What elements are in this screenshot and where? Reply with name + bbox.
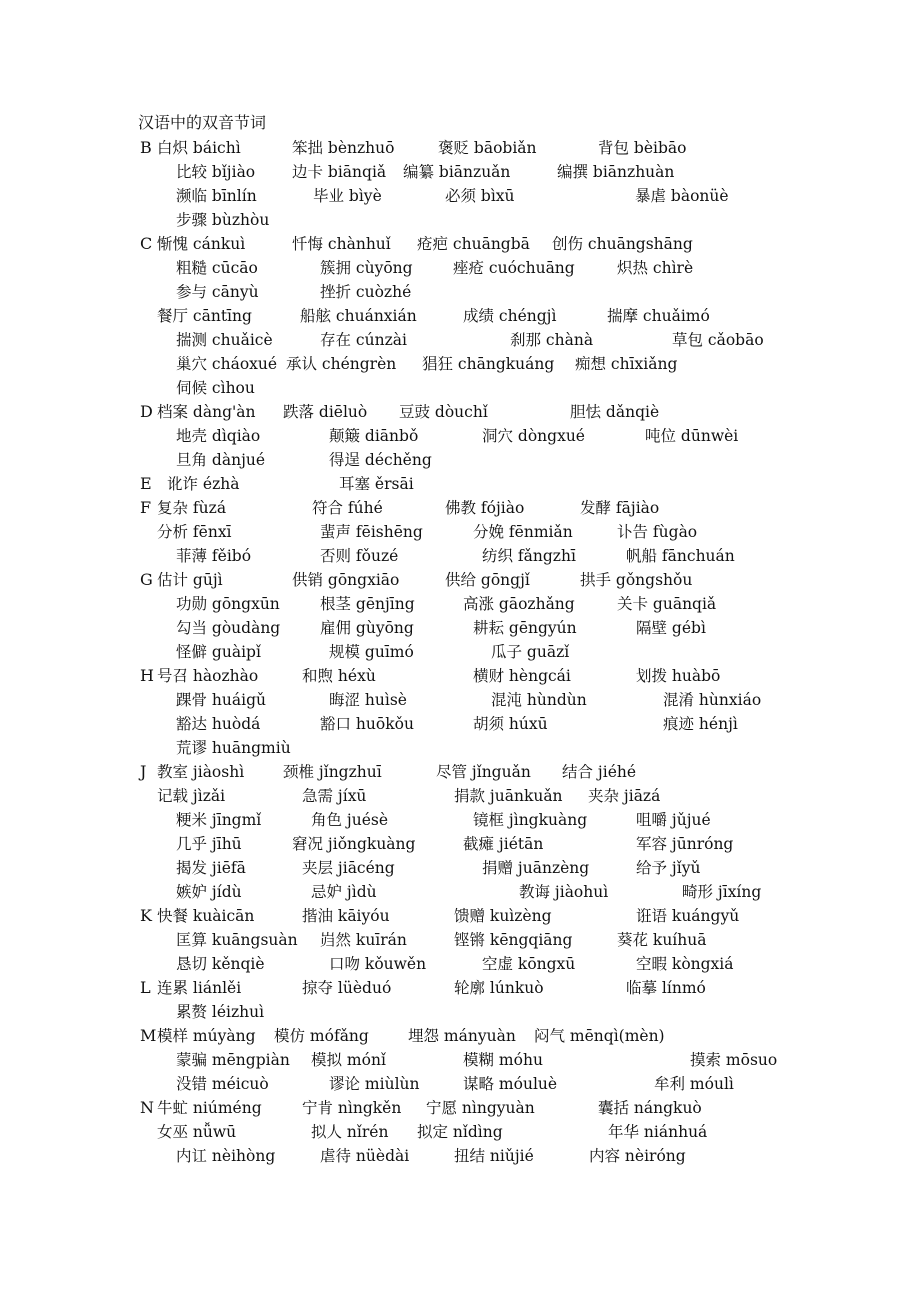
word-entry: 教室 jiàoshì bbox=[157, 763, 245, 781]
word-entry: 痕迹 hénjì bbox=[663, 715, 738, 733]
section-letter-n: N bbox=[140, 1098, 154, 1117]
word-entry: 蒙骗 mēngpiàn bbox=[176, 1051, 290, 1069]
word-entry: 瓜子 guāzǐ bbox=[491, 643, 570, 661]
word-entry: 空暇 kòngxiá bbox=[636, 955, 734, 973]
word-entry: 餐厅 cāntīng bbox=[157, 307, 252, 325]
word-entry: 和煦 héxù bbox=[302, 667, 376, 685]
word-entry: 扭结 niǔjié bbox=[454, 1147, 534, 1165]
word-entry: 女巫 nǚwū bbox=[157, 1123, 237, 1141]
section-letter-l: L bbox=[140, 978, 151, 997]
word-entry: 吨位 dūnwèi bbox=[645, 427, 739, 445]
word-entry: 宁愿 nìngyuàn bbox=[426, 1099, 535, 1117]
word-entry: 参与 cānyù bbox=[176, 283, 259, 301]
word-entry: 刹那 chànà bbox=[510, 331, 594, 349]
word-entry: 猖狂 chāngkuáng bbox=[422, 355, 555, 373]
word-entry: 耳塞 ěrsāi bbox=[339, 475, 414, 493]
word-entry: 必须 bìxū bbox=[445, 187, 515, 205]
section-letter-g: G bbox=[140, 570, 153, 589]
section-letter-f: F bbox=[140, 498, 152, 517]
word-entry: 军容 jūnróng bbox=[636, 835, 734, 853]
word-entry: 蜚声 fēishēng bbox=[320, 523, 423, 541]
word-entry: 恳切 kěnqiè bbox=[176, 955, 265, 973]
word-entry: 内讧 nèihòng bbox=[176, 1147, 276, 1165]
word-entry: 口吻 kǒuwěn bbox=[329, 955, 427, 973]
word-entry: 空虚 kōngxū bbox=[482, 955, 576, 973]
word-entry: 横财 hèngcái bbox=[473, 667, 571, 685]
word-entry: 痤疮 cuóchuāng bbox=[453, 259, 575, 277]
word-entry: 混淆 hùnxiáo bbox=[663, 691, 762, 709]
word-entry: 揩油 kāiyóu bbox=[302, 907, 390, 925]
word-entry: 供给 gōngjǐ bbox=[445, 571, 530, 589]
word-entry: 急需 jíxū bbox=[302, 787, 367, 805]
word-entry: 揣测 chuǎicè bbox=[176, 331, 273, 349]
word-entry: 根茎 gēnjīng bbox=[320, 595, 415, 613]
word-entry: 创伤 chuāngshāng bbox=[552, 235, 693, 253]
word-entry: 步骤 bùzhòu bbox=[176, 211, 270, 229]
word-entry: 笨拙 bènzhuō bbox=[292, 139, 395, 157]
word-entry: 旦角 dànjué bbox=[176, 451, 266, 469]
word-entry: 镜框 jìngkuàng bbox=[473, 811, 588, 829]
word-entry: 掠夺 lüèduó bbox=[302, 979, 392, 997]
word-entry: 内容 nèiróng bbox=[589, 1147, 686, 1165]
word-entry: 混沌 hùndùn bbox=[491, 691, 587, 709]
word-entry: 牟利 móulì bbox=[654, 1075, 734, 1093]
word-entry: 怪僻 guàipǐ bbox=[176, 643, 261, 661]
word-entry: 临摹 línmó bbox=[626, 979, 706, 997]
word-entry: 葵花 kuíhuā bbox=[617, 931, 707, 949]
word-entry: 关卡 guānqiǎ bbox=[617, 595, 717, 613]
word-entry: 胆怯 dǎnqiè bbox=[570, 403, 660, 421]
word-entry: 闷气 mēnqì(mèn) bbox=[534, 1027, 665, 1045]
word-entry: 发酵 fājiào bbox=[580, 499, 660, 517]
word-entry: 拱手 gǒngshǒu bbox=[580, 571, 693, 589]
word-entry: 岿然 kuīrán bbox=[320, 931, 407, 949]
word-entry: 拟定 nǐdìng bbox=[417, 1123, 503, 1141]
word-entry: 编纂 biānzuǎn bbox=[403, 163, 511, 181]
section-letter-k: K bbox=[140, 906, 152, 925]
word-entry: 比较 bǐjiào bbox=[176, 163, 256, 181]
section-letter-m: M bbox=[140, 1026, 157, 1045]
word-entry: 揭发 jiēfā bbox=[176, 859, 246, 877]
word-entry: 牛虻 niúméng bbox=[157, 1099, 262, 1117]
word-entry: 揣摩 chuǎimó bbox=[607, 307, 710, 325]
word-entry: 地壳 dìqiào bbox=[176, 427, 261, 445]
word-entry: 几乎 jīhū bbox=[176, 835, 242, 853]
word-entry: 讣告 fùgào bbox=[617, 523, 698, 541]
section-letter-d: D bbox=[140, 402, 153, 421]
word-entry: 教诲 jiàohuì bbox=[519, 883, 609, 901]
word-entry: 尽管 jǐnguǎn bbox=[436, 763, 531, 781]
word-entry: 符合 fúhé bbox=[312, 499, 383, 517]
word-entry: 洞穴 dòngxué bbox=[482, 427, 585, 445]
word-entry: 高涨 gāozhǎng bbox=[463, 595, 575, 613]
section-letter-b: B bbox=[140, 138, 152, 157]
word-entry: 雇佣 gùyōng bbox=[320, 619, 414, 637]
word-entry: 供销 gōngxiāo bbox=[292, 571, 400, 589]
word-entry: 谬论 miùlùn bbox=[329, 1075, 420, 1093]
word-entry: 没错 méicuò bbox=[176, 1075, 269, 1093]
word-entry: 跌落 diēluò bbox=[283, 403, 368, 421]
word-entry: 夹层 jiācéng bbox=[302, 859, 395, 877]
word-entry: 豁口 huōkǒu bbox=[320, 715, 414, 733]
word-entry: 宁肯 nìngkěn bbox=[302, 1099, 402, 1117]
word-entry: 耕耘 gēngyún bbox=[473, 619, 577, 637]
word-entry: 划拨 huàbō bbox=[636, 667, 721, 685]
word-entry: 虐待 nüèdài bbox=[320, 1147, 410, 1165]
word-entry: 规模 guīmó bbox=[329, 643, 414, 661]
word-entry: 功勋 gōngxūn bbox=[176, 595, 280, 613]
word-entry: 成绩 chéngjì bbox=[463, 307, 557, 325]
word-entry: 豁达 huòdá bbox=[176, 715, 261, 733]
word-entry: 讹诈 ézhà bbox=[167, 475, 240, 493]
word-entry: 快餐 kuàicān bbox=[157, 907, 255, 925]
word-entry: 勾当 gòudàng bbox=[176, 619, 281, 637]
word-entry: 褒贬 bāobiǎn bbox=[438, 139, 537, 157]
word-entry: 晦涩 huìsè bbox=[329, 691, 407, 709]
section-letter-e: E bbox=[140, 474, 152, 493]
section-letter-h: H bbox=[140, 666, 154, 685]
word-entry: 模样 múyàng bbox=[157, 1027, 256, 1045]
word-entry: 暴虐 bàonüè bbox=[635, 187, 729, 205]
word-entry: 颠簸 diānbǒ bbox=[329, 427, 419, 445]
word-entry: 伺候 cìhou bbox=[176, 379, 255, 397]
word-entry: 痴想 chīxiǎng bbox=[575, 355, 678, 373]
word-entry: 咀嚼 jǔjué bbox=[636, 811, 711, 829]
word-entry: 埋怨 mányuàn bbox=[408, 1027, 516, 1045]
word-entry: 模仿 mófǎng bbox=[274, 1027, 369, 1045]
word-entry: 估计 gūjì bbox=[157, 571, 223, 589]
word-entry: 捐赠 juānzèng bbox=[482, 859, 590, 877]
word-entry: 分娩 fēnmiǎn bbox=[473, 523, 573, 541]
word-entry: 簇拥 cùyōng bbox=[320, 259, 413, 277]
word-entry: 复杂 fùzá bbox=[157, 499, 227, 517]
word-entry: 夹杂 jiāzá bbox=[588, 787, 661, 805]
word-entry: 畸形 jīxíng bbox=[682, 883, 762, 901]
word-entry: 佛教 fójiào bbox=[445, 499, 525, 517]
word-entry: 颈椎 jǐngzhuī bbox=[283, 763, 382, 781]
word-entry: 累赘 léizhuì bbox=[176, 1003, 265, 1021]
word-entry: 草包 cǎobāo bbox=[672, 331, 764, 349]
word-entry: 粗糙 cūcāo bbox=[176, 259, 258, 277]
word-entry: 号召 hàozhào bbox=[157, 667, 259, 685]
word-entry: 匡算 kuāngsuàn bbox=[176, 931, 298, 949]
word-entry: 结合 jiéhé bbox=[562, 763, 637, 781]
word-entry: 馈赠 kuìzèng bbox=[454, 907, 552, 925]
word-entry: 否则 fǒuzé bbox=[320, 547, 399, 565]
word-entry: 边卡 biānqiǎ bbox=[292, 163, 387, 181]
page-title: 汉语中的双音节词 bbox=[138, 113, 267, 132]
word-entry: 承认 chéngrèn bbox=[286, 355, 397, 373]
word-entry: 模拟 mónǐ bbox=[311, 1051, 386, 1069]
word-entry: 拟人 nǐrén bbox=[311, 1123, 389, 1141]
word-entry: 船舷 chuánxián bbox=[300, 307, 417, 325]
word-entry: 忏悔 chànhuǐ bbox=[292, 235, 391, 253]
word-entry: 炽热 chìrè bbox=[617, 259, 694, 277]
word-entry: 隔壁 gébì bbox=[636, 619, 706, 637]
word-entry: 诳语 kuángyǔ bbox=[636, 907, 740, 925]
word-entry: 荒谬 huāngmiù bbox=[176, 739, 291, 757]
word-entry: 窘况 jiǒngkuàng bbox=[292, 835, 416, 853]
word-entry: 轮廓 lúnkuò bbox=[454, 979, 544, 997]
word-entry: 濒临 bīnlín bbox=[176, 187, 257, 205]
word-entry: 模糊 móhu bbox=[463, 1051, 543, 1069]
word-entry: 菲薄 fěibó bbox=[176, 547, 252, 565]
word-entry: 记载 jìzǎi bbox=[157, 787, 226, 805]
word-entry: 摸索 mōsuo bbox=[690, 1051, 778, 1069]
word-entry: 胡须 húxū bbox=[473, 715, 548, 733]
word-entry: 疮疤 chuāngbā bbox=[417, 235, 530, 253]
word-entry: 存在 cúnzài bbox=[320, 331, 407, 349]
word-entry: 捐款 juānkuǎn bbox=[454, 787, 563, 805]
word-entry: 谋略 móuluè bbox=[463, 1075, 558, 1093]
section-letter-c: C bbox=[140, 234, 153, 253]
word-entry: 忌妒 jìdù bbox=[311, 883, 377, 901]
word-entry: 白炽 báichì bbox=[157, 139, 241, 157]
word-entry: 囊括 nángkuò bbox=[598, 1099, 702, 1117]
word-entry: 分析 fēnxī bbox=[157, 523, 232, 541]
word-entry: 给予 jǐyǔ bbox=[636, 859, 701, 877]
word-entry: 毕业 bìyè bbox=[313, 187, 382, 205]
word-entry: 粳米 jīngmǐ bbox=[176, 811, 262, 829]
word-entry: 年华 niánhuá bbox=[608, 1123, 708, 1141]
word-entry: 档案 dàng'àn bbox=[157, 403, 256, 421]
word-entry: 挫折 cuòzhé bbox=[320, 283, 412, 301]
section-letter-j: J bbox=[140, 762, 147, 781]
word-entry: 截瘫 jiétān bbox=[463, 835, 544, 853]
word-entry: 惭愧 cánkuì bbox=[157, 235, 246, 253]
word-entry: 角色 juésè bbox=[311, 811, 389, 829]
word-entry: 得逞 déchěng bbox=[329, 451, 432, 469]
word-entry: 嫉妒 jídù bbox=[176, 883, 242, 901]
word-entry: 豆豉 dòuchǐ bbox=[399, 403, 488, 421]
word-entry: 帆船 fānchuán bbox=[626, 547, 735, 565]
word-entry: 连累 liánlěi bbox=[157, 979, 242, 997]
word-entry: 编撰 biānzhuàn bbox=[557, 163, 675, 181]
word-entry: 纺织 fǎngzhī bbox=[482, 547, 576, 565]
word-entry: 踝骨 huáigǔ bbox=[176, 691, 266, 709]
word-entry: 巢穴 cháoxué bbox=[176, 355, 278, 373]
word-entry: 背包 bèibāo bbox=[598, 139, 687, 157]
word-entry: 铿锵 kēngqiāng bbox=[454, 931, 573, 949]
